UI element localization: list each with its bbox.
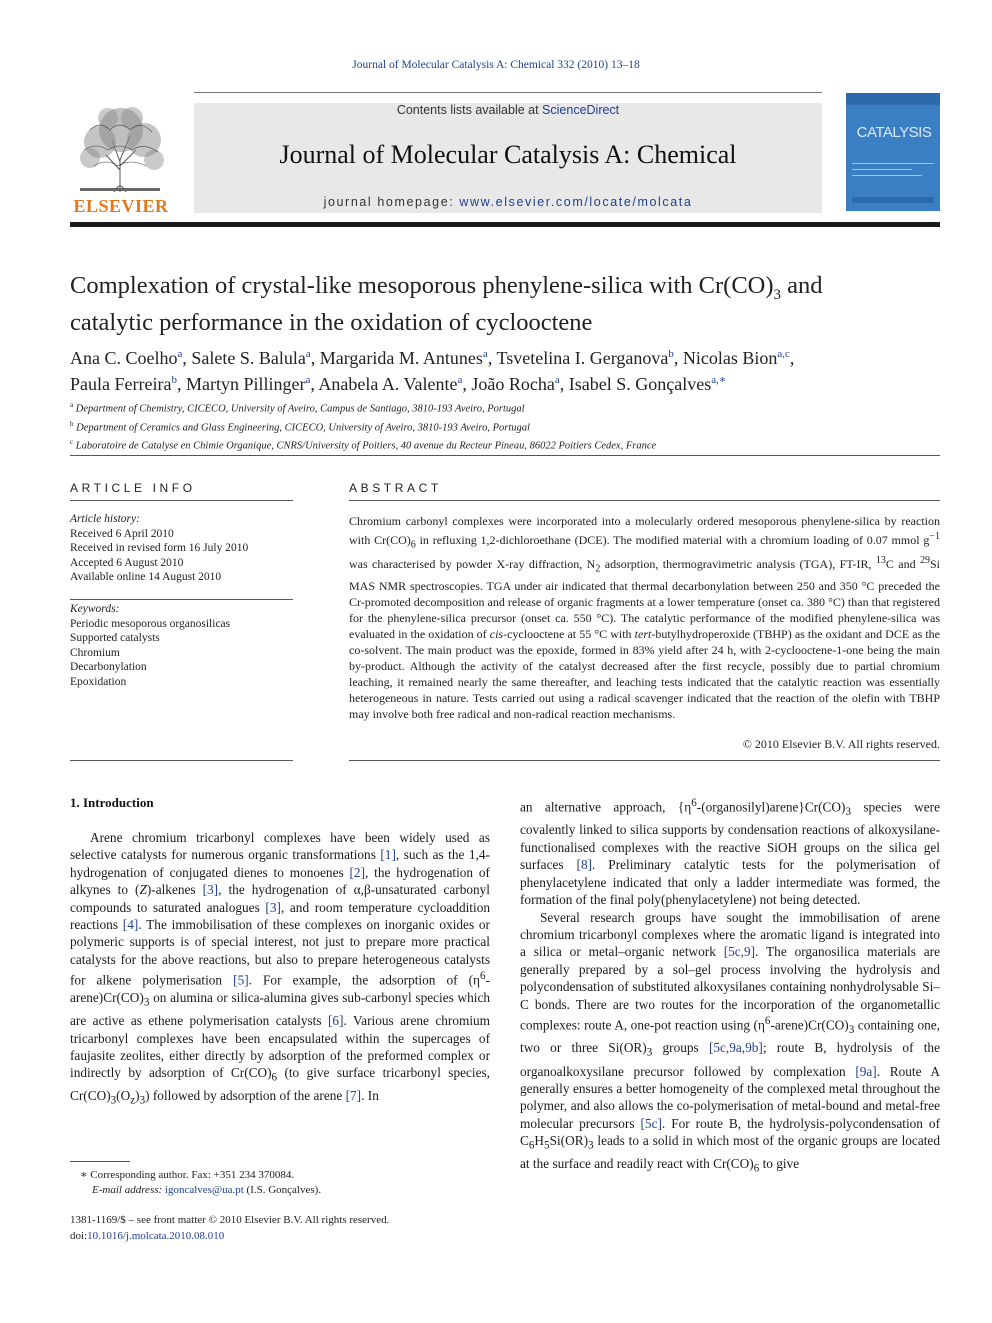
journal-citation[interactable]: Journal of Molecular Catalysis A: Chemical 332 (2010) 13–18 — [352, 59, 640, 71]
reference-link[interactable]: [5c,9a,9b] — [708, 1040, 763, 1056]
affil-rule — [70, 455, 940, 456]
footnote-mark: ∗ — [80, 1169, 88, 1181]
text-sup: 6 — [691, 797, 697, 809]
text-seg: . Preliminary catalytic tests for the polymerisation of phenylacetylene indicated that only a ladder intermediate was formed, the formation of the final poly(phenylacetylene) not being detected. — [520, 857, 941, 908]
author-affil-mark[interactable]: a — [305, 348, 311, 360]
abstract-text — [349, 513, 940, 722]
text-seg: , the hydrogenation of alkynes to ( — [70, 864, 490, 898]
affil-key: c — [70, 438, 74, 446]
abstract-seg: was characterised by powder X-ray diffraction, N — [349, 557, 596, 572]
text-sub: 3 — [588, 1139, 594, 1152]
text-seg: leads to a solid in which most of the organic groups are located at the surface and readily react with Cr(CO) — [520, 1133, 940, 1172]
article-info-heading: ARTICLE INFO — [70, 481, 196, 495]
text-seg: . The organosilica materials are generally prepared by a sol–gel process involving the hydrolysis and polycondensation of substituted alkoxysilanes containing nonhydrolysable Si–C bonds. There are two routes for the incorporation of the organometallic complexes: route A, one-pot reaction using (η — [520, 944, 941, 1033]
article-info-bottom-rule — [70, 760, 293, 761]
history-item: Received 6 April 2010 — [70, 527, 174, 540]
abstract-sub: 2 — [595, 563, 601, 575]
footnote-text: Corresponding author. Fax: +351 234 370084. — [87, 1169, 295, 1181]
doi-prefix: doi: — [70, 1230, 88, 1242]
introduction-heading: 1. Introduction — [70, 795, 154, 810]
text-seg: H — [534, 1133, 545, 1149]
abstract-seg: Si MAS NMR spectroscopies. TGA under air indicated that thermal decarbonylation between 250 and 350 °C preceded the Cr-promoted decomposition and release of organic fragments at a lower temperature (onset ca. 380 °C) than that registered for the phenylene-silica precursor (onset ca. 550 °C). The catalytic performance of the modified phenylene-silica was evaluated in the oxidation of — [349, 557, 940, 641]
text-seg: (O — [116, 1088, 131, 1104]
author[interactable]: Nicolas Bion — [682, 348, 778, 368]
text-seg: to give — [759, 1156, 800, 1172]
text-sub: 3 — [845, 806, 851, 819]
keywords-label: Keywords: — [70, 603, 120, 615]
reference-link[interactable]: [2] — [349, 864, 366, 880]
text-sub: 3 — [848, 1024, 855, 1037]
reference-link[interactable]: [3] — [202, 882, 219, 898]
affil-key: b — [70, 419, 74, 428]
reference-link[interactable]: [1] — [380, 847, 396, 863]
author-affil-mark[interactable]: a — [554, 374, 560, 386]
journal-title: Journal of Molecular Catalysis A: Chemical — [279, 140, 737, 169]
reference-link[interactable]: [6] — [328, 1013, 344, 1029]
journal-homepage — [194, 195, 822, 209]
text-seg: , the hydrogenation of α,β-unsaturated carbonyl compounds to saturated analogues — [70, 882, 490, 915]
doi-link[interactable]: 10.1016/j.molcata.2010.08.010 — [87, 1230, 225, 1242]
text-sub: 3 — [110, 1095, 117, 1108]
email-note — [70, 1183, 490, 1198]
title-line2: catalytic performance in the oxidation of cyclooctene — [70, 308, 593, 336]
author[interactable]: Paula Ferreira — [70, 374, 172, 394]
text-seg: , such as the 1,4-hydrogenation of conjugated dienes to monoenes — [70, 847, 490, 880]
affiliation-a — [70, 398, 940, 417]
keyword: Decarbonylation — [70, 661, 147, 673]
footnote-rule — [70, 1161, 130, 1162]
article-info-rule — [70, 500, 293, 501]
author[interactable]: Anabela A. Valente — [318, 374, 458, 394]
text-seg: . Route A generally ensures a better homogeneity of the complexed metal throughout the polymer, and also allows the co-polymerisation of metal-bound and metal-free molecular precursors — [520, 1063, 941, 1131]
article-history — [70, 512, 293, 585]
affiliation-c — [70, 435, 940, 454]
text-seg: ; route B, hydrolysis of the organoalkoxysilane precursor followed by complexation — [520, 1040, 940, 1079]
author-affil-mark[interactable]: b — [171, 374, 177, 386]
reference-link[interactable]: [9a] — [855, 1063, 877, 1079]
abstract-sub: 6 — [410, 539, 416, 551]
reference-link[interactable]: [5c] — [640, 1115, 662, 1131]
author-affil-mark[interactable]: a — [177, 348, 183, 360]
title-line1-tail: and — [781, 272, 823, 299]
abstract-copyright: © 2010 Elsevier B.V. All rights reserved. — [742, 737, 940, 751]
text-seg: on alumina or silica-alumina gives sub-carbonyl species which are active as ethene polymerisation catalysts — [70, 990, 490, 1029]
abstract-seg: C and — [885, 557, 920, 572]
abstract-sup: 29 — [919, 555, 930, 567]
author-affil-mark[interactable]: a,c — [777, 348, 790, 360]
abstract-rule — [349, 500, 940, 501]
journal-cover-thumbnail[interactable] — [846, 93, 940, 211]
corresponding-author-note — [70, 1168, 490, 1183]
author-affil-mark[interactable]: b — [668, 348, 674, 360]
title-line1: Complexation of crystal-like mesoporous phenylene-silica with Cr(CO) — [70, 272, 774, 299]
author[interactable]: Martyn Pillinger — [185, 374, 306, 394]
keyword: Chromium — [70, 646, 120, 659]
homepage-prefix: journal homepage: — [323, 195, 460, 209]
sciencedirect-link[interactable]: ScienceDirect — [542, 103, 620, 117]
abstract-seg: adsorption, thermogravimetric analysis (TGA), FT-IR, — [600, 557, 876, 572]
author[interactable]: Ana C. Coelho — [70, 348, 178, 368]
text-seg: Arene chromium tricarbonyl complexes have been widely used as selective catalysts for numerous organic transformations — [70, 830, 490, 863]
issn-line: 1381-1169/$ – see front matter © 2010 Elsevier B.V. All rights reserved. — [70, 1214, 390, 1226]
author[interactable]: Isabel S. Gonçalves — [568, 374, 712, 394]
abstract-sup: −1 — [929, 531, 940, 542]
abstract-sup: 13 — [875, 555, 886, 567]
text-seg: . For example, the adsorption of (η — [248, 972, 480, 988]
intro-left-column — [70, 829, 490, 1110]
text-seg: ) followed by adsorption of the arene — [145, 1088, 346, 1104]
intro-paragraph — [520, 909, 940, 1179]
author-list: Ana C. Coelho$^a$, Salete S. Balula$^a$, Margarida M. Antunes$^a$, Tsvetelina I. Gerganova$^b$, Nicolas Bion$^{a,c}$, Paula Ferreira$^b$, Martyn Pillinger$^a$, Anabela A. Valente$^a$, João Rocha$^a$, Isabel S. Gonçalves$^{a,∗}$ — [70, 348, 795, 394]
affil-text: Laboratoire de Catalyse en Chimie Organique, CNRS/University of Poitiers, 40 avenue du Recteur Pineau, 86022 Poitiers Cedex, France — [75, 440, 657, 452]
contents-prefix: Contents lists available at — [396, 103, 543, 117]
text-sub: 3 — [143, 996, 150, 1009]
email-label: E-mail address: — [92, 1184, 163, 1196]
keyword: Periodic mesoporous organosilicas — [70, 617, 231, 630]
reference-link[interactable]: [4] — [122, 917, 139, 933]
abstract-italic: tert — [634, 626, 652, 641]
text-sup: 6 — [764, 1014, 771, 1027]
text-seg: an alternative approach, {η — [520, 799, 692, 815]
cover-title-word: CATALYSIS — [856, 124, 932, 141]
title-subscript: 3 — [773, 286, 782, 303]
reference-link[interactable]: [3] — [265, 899, 281, 915]
keyword: Supported catalysts — [70, 632, 160, 644]
text-seg: -(organosilyl)arene}Cr(CO) — [696, 799, 846, 815]
history-item: Accepted 6 August 2010 — [70, 556, 184, 569]
text-seg: . For route B, the hydrolysis-polycondensation of C — [520, 1115, 940, 1149]
abstract-heading: ABSTRACT — [349, 481, 442, 495]
abstract-bottom-rule — [349, 760, 940, 761]
elsevier-wordmark: ELSEVIER — [73, 196, 169, 216]
affil-text: Department of Ceramics and Glass Engineering, CICECO, University of Aveiro, 3810-193 Aveiro, Portugal — [76, 422, 530, 433]
author-affil-mark[interactable]: a — [305, 374, 311, 386]
affiliation-b — [70, 417, 940, 436]
text-sub: 6 — [271, 1072, 278, 1085]
abstract-seg: Chromium carbonyl complexes were incorporated into a molecularly ordered mesoporous phenylene-silica by reaction with Cr(CO) — [349, 514, 940, 547]
email-tail: (I.S. Gonçalves). — [243, 1184, 322, 1196]
keywords-rule — [70, 599, 293, 600]
abstract-italic: cis — [489, 626, 504, 641]
author-affil-mark[interactable]: a — [457, 374, 463, 386]
author[interactable]: Margarida M. Antunes — [319, 348, 483, 368]
text-sub: 6 — [528, 1139, 535, 1152]
history-item: Available online 14 August 2010 — [70, 571, 222, 583]
text-seg: species were covalently linked to silica supports by condensation reactions of alkoxysilane-functionalised complexes with the reactive SiOH groups on the silica gel surfaces — [520, 799, 940, 873]
text-seg: )-alkenes — [146, 882, 203, 898]
author-affil-mark[interactable]: a — [482, 348, 488, 360]
abstract-seg: -cyclooctene at 55 °C with — [503, 626, 635, 641]
intro-paragraph — [520, 795, 940, 909]
affiliations — [70, 398, 940, 454]
text-sub: 3 — [139, 1095, 146, 1108]
text-seg: containing one, two or three Si(OR) — [520, 1017, 940, 1056]
homepage-link[interactable]: www.elsevier.com/locate/molcata — [459, 195, 693, 209]
banner-top-rule — [194, 92, 822, 93]
keyword: Epoxidation — [70, 675, 127, 688]
text-sub: 5 — [544, 1139, 550, 1152]
author[interactable]: Tsvetelina I. Gerganova — [496, 348, 669, 368]
reference-link[interactable]: [5c,9] — [723, 944, 756, 960]
abstract-seg: -butylhydroperoxide (TBHP) as the oxidant and DCE as the co-solvent. The main product was the epoxide, formed in 83% yield after 24 h, with 2-cyclooctene-1-one being the main by-product. Although the activity of the catalyst decreased after the first recycle, possibly due to partial chromium leaching, it remained nearly the same thereafter, and leaching tests indicated that the catalytic reaction was essentially heterogeneous in nature. Tests carried out using a radical scavenger indicated that the reaction of the olefin with TBHP may involve both free radical and non-radical reaction mechanisms. — [349, 626, 940, 721]
header-rule — [70, 222, 940, 227]
history-item: Received in revised form 16 July 2010 — [70, 542, 249, 554]
text-sub: z — [130, 1095, 136, 1108]
text-seg: -arene)Cr(CO) — [70, 972, 490, 1006]
text-seg: . In — [361, 1088, 379, 1104]
text-sub: 6 — [753, 1162, 760, 1175]
reference-link[interactable]: [7] — [345, 1088, 362, 1104]
intro-paragraph — [70, 829, 490, 1110]
text-seg: , and room temperature cycloaddition reactions — [70, 899, 490, 933]
text-seg: ) — [135, 1088, 140, 1104]
affil-text: Department of Chemistry, CICECO, University of Aveiro, Campus de Santiago, 3810-193 Aveiro, Portugal — [75, 403, 525, 415]
text-seg: Several research groups have sought the immobilisation of arene chromium tricarbonyl complexes where the aromatic ligand is integrated into a silica or metal–organic network — [520, 909, 940, 960]
article-title — [70, 272, 940, 337]
email-link[interactable]: igoncalves@ua.pt — [164, 1184, 244, 1196]
text-seg: Si(OR) — [549, 1133, 588, 1149]
text-seg: -arene)Cr(CO) — [770, 1017, 849, 1033]
doi-line — [70, 1228, 570, 1244]
front-matter-footer — [70, 1212, 570, 1244]
text-seg: . The immobilisation of these complexes on inorganic oxides or polymeric supports is of special interest, not just to prepare more practical catalysts for the above reactions, but also to prepare heterogeneous catalysts for alkene polymerisation — [70, 917, 490, 988]
affil-key: a — [70, 401, 74, 409]
text-seg: (to give surface tricarbonyl species, Cr(CO) — [70, 1065, 490, 1104]
text-italic: Z — [139, 882, 147, 898]
text-sup: 6 — [480, 970, 486, 983]
text-sub: 3 — [646, 1047, 653, 1060]
author[interactable]: João Rocha — [471, 374, 555, 394]
footnotes — [70, 1168, 490, 1198]
abstract-seg: in refluxing 1,2-dichloroethane (DCE). The modified material with a chromium loading of 0.07 mmol g — [415, 533, 930, 547]
author-affil-mark[interactable]: a,∗ — [711, 374, 727, 386]
intro-right-column — [520, 795, 940, 1178]
history-label: Article history: — [70, 513, 140, 525]
contents-line — [194, 103, 822, 117]
text-seg: groups — [652, 1040, 709, 1056]
reference-link[interactable]: [5] — [233, 972, 249, 988]
reference-link[interactable]: [8] — [576, 857, 593, 873]
keywords — [70, 602, 293, 689]
text-seg: . Various arene chromium tricarbonyl complexes have been encapsulated within the supercages of faujasite zeolites, either directly by adsorption of the preformed complex or indirectly by adsorption of Cr(CO) — [70, 1013, 491, 1081]
author[interactable]: Salete S. Balula — [191, 348, 306, 368]
